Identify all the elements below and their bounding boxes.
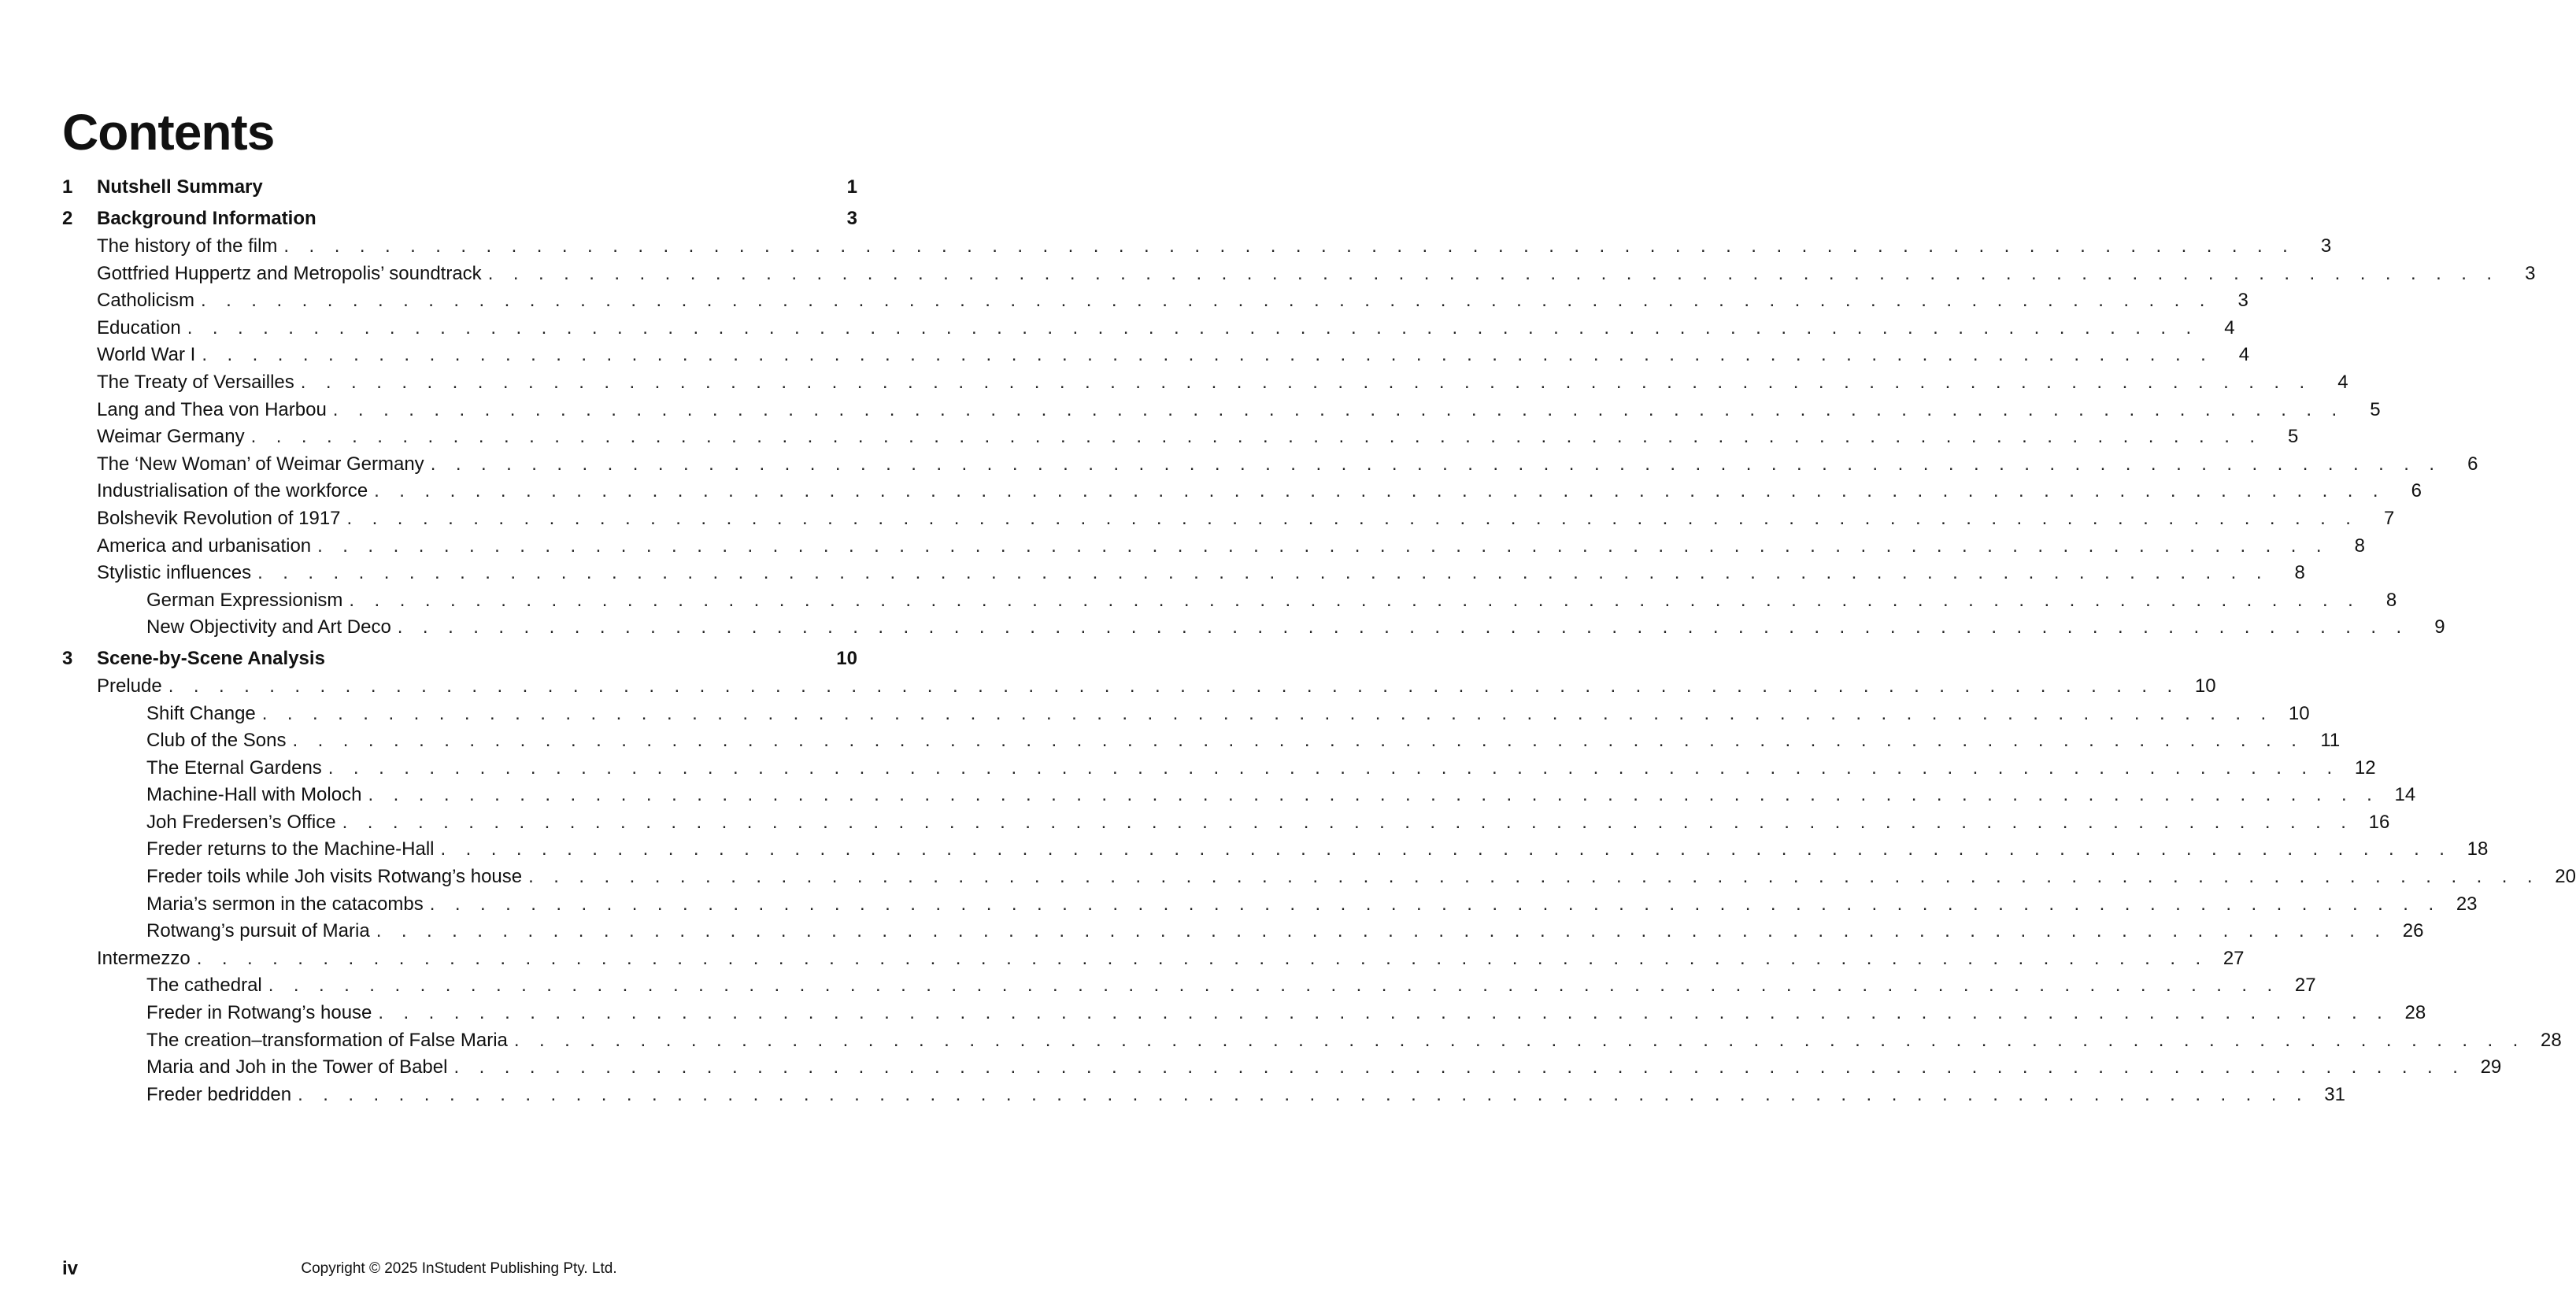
table-of-contents [62, 176, 2576, 1111]
toc-section[interactable] [62, 453, 2478, 481]
dot-leader: . . . . . . . . . . . . . . . . . . . . . . . . . . . . . . . . . . . . . . . . . . . . . . . . . . . . . . . . . . . . . . . . . . . . . . . . . . . . . . . . [513, 1029, 2526, 1051]
entry-title: Bolshevik Revolution of 1917 [97, 507, 341, 529]
dot-leader: . . . . . . . . . . . . . . . . . . . . . . . . . . . . . . . . . . . . . . . . . . . . . . . . . . . . . . . . . . . . . . . . . . . . . . . . . . . . . . . . [346, 507, 2359, 529]
dot-leader: . . . . . . . . . . . . . . . . . . . . . . . . . . . . . . . . . . . . . . . . . . . . . . . . . . . . . . . . . . . . . . . . . . . . . . . . . . . . . . . . [376, 920, 2388, 942]
entry-title: German Expressionism [146, 589, 343, 611]
entry-title: Gottfried Huppertz and Metropolis’ soundtrack [97, 262, 482, 284]
entry-title: Prelude [97, 675, 162, 697]
entry-page-number: 14 [2394, 784, 2416, 806]
entry-page-number: 6 [2411, 480, 2422, 502]
entry-title: Maria and Joh in the Tower of Babel [146, 1056, 448, 1078]
toc-section[interactable] [62, 235, 2332, 263]
toc-section[interactable] [62, 371, 2348, 399]
entry-title: Freder bedridden [146, 1083, 292, 1105]
entry-title: Weimar Germany [97, 426, 245, 448]
toc-subsection[interactable] [62, 756, 2376, 785]
entry-title: Rotwang’s pursuit of Maria [146, 920, 370, 942]
entry-page-number: 29 [2480, 1056, 2502, 1078]
toc-section[interactable] [62, 675, 2216, 703]
entry-page-number: 10 [2194, 675, 2216, 697]
entry-title: The ‘New Woman’ of Weimar Germany [97, 453, 424, 475]
entry-page-number: 20 [2555, 866, 2576, 888]
toc-section[interactable] [62, 947, 2245, 975]
footer-page-number: iv [62, 1258, 79, 1279]
entry-page-number: 31 [2324, 1083, 2345, 1105]
dot-leader: . . . . . . . . . . . . . . . . . . . . . . . . . . . . . . . . . . . . . . . . . . . . . . . . . . . . . . . . . . . . . . . . . . . . . . . . . . . . . . . . [328, 756, 2340, 779]
dot-leader: . . . . . . . . . . . . . . . . . . . . . . . . . . . . . . . . . . . . . . . . . . . . . . . . . . . . . . . . . . . . . . . . . . . . . . . . . . . . . . . . [250, 426, 2263, 448]
entry-title: The Treaty of Versailles [97, 371, 294, 393]
entry-page-number: 4 [2238, 344, 2250, 366]
toc-section[interactable] [62, 398, 2381, 427]
entry-page-number: 26 [2402, 920, 2424, 942]
toc-section[interactable] [62, 262, 2536, 290]
dot-leader: . . . . . . . . . . . . . . . . . . . . . . . . . . . . . . . . . . . . . . . . . . . . . . . . . . . . . . . . . . . . . . . . . . . . . . . . . . . . . . . . [487, 262, 2500, 284]
entry-page-number: 7 [2383, 507, 2395, 529]
toc-subsection[interactable] [62, 702, 2310, 731]
chapter-number: 1 [62, 176, 73, 198]
dot-leader: . . . . . . . . . . . . . . . . . . . . . . . . . . . . . . . . . . . . . . . . . . . . . . . . . . . . . . . . . . . . . . . . . . . . . . . . . . . . . . . . [440, 838, 2452, 860]
dot-leader: . . . . . . . . . . . . . . . . . . . . . . . . . . . . . . . . . . . . . . . . . . . . . . . . . . . . . . . . . . . . . . . . . . . . . . . . . . . . . . . . [196, 947, 2208, 969]
toc-subsection[interactable] [62, 1002, 2426, 1030]
entry-title: Machine-Hall with Moloch [146, 784, 362, 806]
dot-leader: . . . . . . . . . . . . . . . . . . . . . . . . . . . . . . . . . . . . . . . . . . . . . . . . . . . . . . . . . . . . . . . . . . . . . . . . . . . . . . . . [453, 1056, 2466, 1078]
entry-page-number: 12 [2354, 756, 2376, 779]
dot-leader: . . . . . . . . . . . . . . . . . . . . . . . . . . . . . . . . . . . . . . . . . . . . . . . . . . . . . . . . . . . . . . . . . . . . . . . . . . . . . . . . [187, 316, 2199, 338]
dot-leader: . . . . . . . . . . . . . . . . . . . . . . . . . . . . . . . . . . . . . . . . . . . . . . . . . . . . . . . . . . . . . . . . . . . . . . . . . . . . . . . . [342, 811, 2354, 833]
dot-leader: . . . . . . . . . . . . . . . . . . . . . . . . . . . . . . . . . . . . . . . . . . . . . . . . . . . . . . . . . . . . . . . . . . . . . . . . . . . . . . . . [283, 235, 2296, 257]
entry-title: The Eternal Gardens [146, 756, 322, 779]
chapter-number: 3 [62, 647, 73, 669]
dot-leader: . . . . . . . . . . . . . . . . . . . . . . . . . . . . . . . . . . . . . . . . . . . . . . . . . . . . . . . . . . . . . . . . . . . . . . . . . . . . . . . . [368, 784, 2380, 806]
entry-page-number: 27 [2223, 947, 2245, 969]
dot-leader: . . . . . . . . . . . . . . . . . . . . . . . . . . . . . . . . . . . . . . . . . . . . . . . . . . . . . . . . . . . . . . . . . . . . . . . . . . . . . . . . [378, 1002, 2390, 1024]
chapter-page-number: 10 [836, 647, 857, 669]
toc-chapter[interactable] [62, 648, 857, 675]
dot-leader: . . . . . . . . . . . . . . . . . . . . . . . . . . . . . . . . . . . . . . . . . . . . . . . . . . . . . . . . . . . . . . . . . . . . . . . . . . . . . . . . [261, 702, 2274, 724]
entry-title: Freder toils while Joh visits Rotwang’s house [146, 866, 523, 888]
entry-page-number: 9 [2434, 616, 2445, 638]
dot-leader: . . . . . . . . . . . . . . . . . . . . . . . . . . . . . . . . . . . . . . . . . . . . . . . . . . . . . . . . . . . . . . . . . . . . . . . . . . . . . . . . [300, 371, 2312, 393]
entry-page-number: 16 [2368, 811, 2390, 833]
entry-title: New Objectivity and Art Deco [146, 616, 391, 638]
entry-page-number: 27 [2294, 975, 2316, 997]
entry-title: Joh Fredersen’s Office [146, 811, 336, 833]
dot-leader: . . . . . . . . . . . . . . . . . . . . . . . . . . . . . . . . . . . . . . . . . . . . . . . . . . . . . . . . . . . . . . . . . . . . . . . . . . . . . . . . [430, 453, 2442, 475]
entry-title: The history of the film [97, 235, 278, 257]
toc-section[interactable] [62, 426, 2299, 453]
toc-subsection[interactable] [62, 866, 2576, 893]
entry-page-number: 18 [2467, 838, 2489, 860]
dot-leader: . . . . . . . . . . . . . . . . . . . . . . . . . . . . . . . . . . . . . . . . . . . . . . . . . . . . . . . . . . . . . . . . . . . . . . . . . . . . . . . . [268, 975, 2280, 997]
entry-page-number: 3 [2525, 262, 2536, 284]
entry-page-number: 8 [2294, 562, 2305, 584]
dot-leader: . . . . . . . . . . . . . . . . . . . . . . . . . . . . . . . . . . . . . . . . . . . . . . . . . . . . . . . . . . . . . . . . . . . . . . . . . . . . . . . . [374, 480, 2385, 502]
toc-subsection[interactable] [62, 589, 2397, 617]
chapter-title: Scene-by-Scene Analysis [97, 647, 325, 669]
dot-leader: . . . . . . . . . . . . . . . . . . . . . . . . . . . . . . . . . . . . . . . . . . . . . . . . . . . . . . . . . . . . . . . . . . . . . . . . . . . . . . . . [298, 1083, 2309, 1105]
dot-leader: . . . . . . . . . . . . . . . . . . . . . . . . . . . . . . . . . . . . . . . . . . . . . . . . . . . . . . . . . . . . . . . . . . . . . . . . . . . . . . . . [332, 398, 2345, 420]
toc-section[interactable] [62, 290, 2248, 317]
dot-leader: . . . . . . . . . . . . . . . . . . . . . . . . . . . . . . . . . . . . . . . . . . . . . . . . . . . . . . . . . . . . . . . . . . . . . . . . . . . . . . . . [429, 893, 2441, 915]
toc-section[interactable] [62, 507, 2395, 535]
dot-leader: . . . . . . . . . . . . . . . . . . . . . . . . . . . . . . . . . . . . . . . . . . . . . . . . . . . . . . . . . . . . . . . . . . . . . . . . . . . . . . . . [317, 534, 2329, 557]
entry-title: Education [97, 316, 181, 338]
entry-page-number: 5 [2370, 398, 2381, 420]
entry-title: Stylistic influences [97, 562, 252, 584]
entry-title: Shift Change [146, 702, 256, 724]
dot-leader: . . . . . . . . . . . . . . . . . . . . . . . . . . . . . . . . . . . . . . . . . . . . . . . . . . . . . . . . . . . . . . . . . . . . . . . . . . . . . . . . [202, 344, 2214, 366]
entry-title: Catholicism [97, 290, 195, 312]
toc-chapter[interactable] [62, 176, 857, 204]
dot-leader: . . . . . . . . . . . . . . . . . . . . . . . . . . . . . . . . . . . . . . . . . . . . . . . . . . . . . . . . . . . . . . . . . . . . . . . . . . . . . . . . [397, 616, 2409, 638]
entry-page-number: 5 [2288, 426, 2299, 448]
toc-subsection[interactable] [62, 893, 2478, 921]
toc-subsection[interactable] [62, 784, 2416, 812]
toc-subsection[interactable] [62, 616, 2445, 644]
entry-page-number: 4 [2337, 371, 2348, 393]
entry-page-number: 10 [2288, 702, 2310, 724]
toc-section[interactable] [62, 480, 2422, 508]
entry-title: Club of the Sons [146, 730, 287, 752]
entry-title: Freder returns to the Machine-Hall [146, 838, 435, 860]
entry-page-number: 28 [2540, 1029, 2562, 1051]
dot-leader: . . . . . . . . . . . . . . . . . . . . . . . . . . . . . . . . . . . . . . . . . . . . . . . . . . . . . . . . . . . . . . . . . . . . . . . . . . . . . . . . [528, 866, 2540, 888]
dot-leader: . . . . . . . . . . . . . . . . . . . . . . . . . . . . . . . . . . . . . . . . . . . . . . . . . . . . . . . . . . . . . . . . . . . . . . . . . . . . . . . . [168, 675, 2180, 697]
entry-page-number: 4 [2224, 316, 2235, 338]
entry-page-number: 8 [2385, 589, 2397, 611]
page-title: Contents [62, 104, 275, 161]
toc-section[interactable] [62, 344, 2250, 372]
toc-section[interactable] [62, 316, 2235, 345]
toc-section[interactable] [62, 562, 2305, 590]
toc-subsection[interactable] [62, 920, 2424, 948]
toc-subsection[interactable] [62, 730, 2341, 757]
chapter-page-number: 1 [846, 176, 857, 198]
dot-leader: . . . . . . . . . . . . . . . . . . . . . . . . . . . . . . . . . . . . . . . . . . . . . . . . . . . . . . . . . . . . . . . . . . . . . . . . . . . . . . . . [349, 589, 2361, 611]
entry-title: The cathedral [146, 975, 262, 997]
toc-subsection[interactable] [62, 1029, 2562, 1057]
entry-title: World War I [97, 344, 196, 366]
entry-page-number: 28 [2404, 1002, 2426, 1024]
entry-title: Industrialisation of the workforce [97, 480, 368, 502]
entry-page-number: 3 [2320, 235, 2332, 257]
toc-subsection[interactable] [62, 1083, 2345, 1112]
toc-section[interactable] [62, 534, 2365, 563]
footer-copyright: Copyright © 2025 InStudent Publishing Pty. Ltd. [301, 1260, 617, 1277]
entry-page-number: 3 [2237, 290, 2248, 312]
dot-leader: . . . . . . . . . . . . . . . . . . . . . . . . . . . . . . . . . . . . . . . . . . . . . . . . . . . . . . . . . . . . . . . . . . . . . . . . . . . . . . . . [201, 290, 2212, 312]
toc-chapter[interactable] [62, 208, 857, 235]
entry-title: Freder in Rotwang’s house [146, 1002, 372, 1024]
entry-page-number: 6 [2467, 453, 2478, 475]
chapter-title: Background Information [97, 208, 316, 229]
entry-title: Lang and Thea von Harbou [97, 398, 327, 420]
entry-title: America and urbanisation [97, 534, 312, 557]
toc-subsection[interactable] [62, 1056, 2502, 1084]
dot-leader: . . . . . . . . . . . . . . . . . . . . . . . . . . . . . . . . . . . . . . . . . . . . . . . . . . . . . . . . . . . . . . . . . . . . . . . . . . . . . . . . [257, 562, 2269, 584]
entry-title: Intermezzo [97, 947, 191, 969]
chapter-page-number: 3 [846, 208, 857, 229]
entry-page-number: 8 [2354, 534, 2365, 557]
entry-title: The creation–transformation of False Maria [146, 1029, 508, 1051]
dot-leader: . . . . . . . . . . . . . . . . . . . . . . . . . . . . . . . . . . . . . . . . . . . . . . . . . . . . . . . . . . . . . . . . . . . . . . . . . . . . . . . . [292, 730, 2304, 752]
toc-subsection[interactable] [62, 838, 2489, 866]
toc-subsection[interactable] [62, 811, 2390, 839]
entry-page-number: 23 [2456, 893, 2478, 915]
entry-title: Maria’s sermon in the catacombs [146, 893, 424, 915]
entry-page-number: 11 [2320, 730, 2341, 752]
chapter-number: 2 [62, 208, 73, 229]
toc-subsection[interactable] [62, 975, 2316, 1002]
chapter-title: Nutshell Summary [97, 176, 263, 198]
